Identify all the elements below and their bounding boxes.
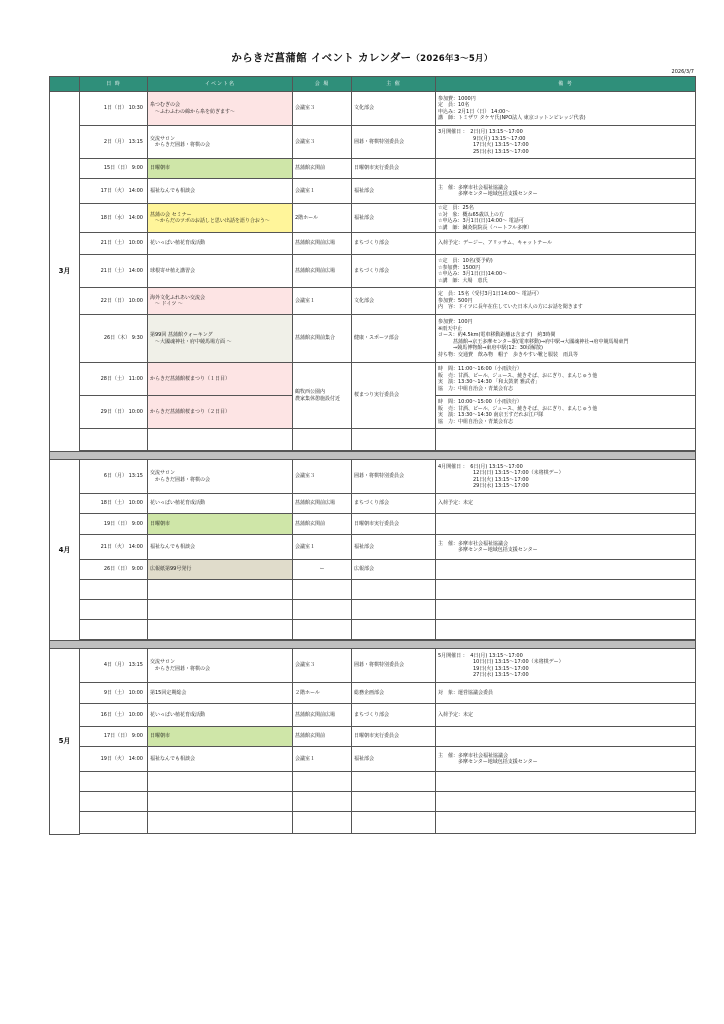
venue-cell: 菖蒲館玄関前広場 [293,494,352,514]
date-cell: 21日（土） 10:00 [80,233,148,255]
host-cell: まちづくり部会 [352,704,436,727]
empty-row [50,429,696,451]
empty-row [50,600,696,620]
host-cell: まちづくり部会 [352,494,436,514]
notes-cell: ☆定 員：10名(要予約) ☆参加費：1500円 ☆申込み：3月1日(日)14:00～ ☆講 師：大場 恵氏 [436,255,696,288]
month-label-april: 4月 [50,460,80,641]
venue-cell: 会議室３ [293,649,352,683]
venue-cell: 会議室１ [293,288,352,315]
host-cell: 囲碁・将棋特別委員会 [352,460,436,494]
notes-cell: 時 間：10:00～15:00（小雨決行） 販 売：甘酒、ビール、ジュース、焼きそば、おにぎり、まんじゅう他 実 演：13:30～14:30 南京玉すだれお江戸隊 協 力：中組自治会・青葉会有志 [436,396,696,429]
event-cell: 日曜朝市 [148,514,293,535]
table-row [50,560,696,580]
month-label-may: 5月 [50,649,80,835]
notes-cell: 4月開催日 ： 6日(月) 13:15～17:00 12日(日) 13:15～17:00（未将棋デー） 21日(火) 13:15～17:00 29日(水) 13:15～17:00 [436,460,696,494]
notes-cell [436,514,696,535]
host-cell: 日曜朝市実行委員会 [352,727,436,747]
table-row [50,747,696,772]
host-cell: 囲碁・将棋特別委員会 [352,649,436,683]
table-row [50,683,696,704]
table-row [50,315,696,363]
page-title [0,50,724,65]
venue-cell: 会議室１ [293,179,352,204]
notes-cell [436,560,696,580]
date-cell: 2日（月） 13:15 [80,126,148,159]
event-cell: 花いっぱい植花育成活動 [148,233,293,255]
event-cell: 福祉なんでも相談会 [148,179,293,204]
notes-cell [436,727,696,747]
header-row [50,77,696,92]
table-row [50,92,696,126]
venue-cell: 会議室１ [293,747,352,772]
notes-cell: 主 催：多摩市社会福祉協議会 多摩センター地域包括支援センター [436,535,696,560]
event-cell: 福祉なんでも相談会 [148,747,293,772]
date-cell: 9日（土） 10:00 [80,683,148,704]
table-row [50,460,696,494]
notes-cell: 入荷予定：デージー、アリッサム、キャットテール [436,233,696,255]
host-cell: 福祉部会 [352,179,436,204]
table-row [50,494,696,514]
date-cell: 1日（日） 10:30 [80,92,148,126]
date-cell: 15日（日） 9:00 [80,159,148,179]
venue-cell: 会議室３ [293,92,352,126]
table-row [50,204,696,233]
table-row [50,514,696,535]
date-cell: 18日（土） 10:00 [80,494,148,514]
notes-cell: 入荷予定：未定 [436,704,696,727]
event-cell: 糸つむぎの会 ～ふわふわの綿から糸を紡ぎます～ [148,92,293,126]
table-row [50,727,696,747]
date-cell: 19日（日） 9:00 [80,514,148,535]
festival-host-cell: 桜まつり実行委員会 [352,363,436,429]
venue-cell: 会議室３ [293,460,352,494]
empty-row [50,620,696,640]
host-cell: 総務企画部会 [352,683,436,704]
notes-cell: 参加費：100円 ※雨天中止 コース：約4.5km(電車移動距離は含まず) 約3時間 菖蒲館⇒京王多摩センター駅(電車移動)⇒府中駅⇒大國魂神社⇒府中競馬場東門 ⇒競馬博物館⇒東府中駅(12：30頃解散) 持ち物：交通費 飲み物 帽子 歩きやすい靴と服装 雨具等 [436,315,696,363]
date-cell: 19日（火） 14:00 [80,747,148,772]
table-row [50,255,696,288]
empty-row [50,580,696,600]
date-cell: 17日（日） 9:00 [80,727,148,747]
empty-row [50,792,696,812]
host-cell: 日曜朝市実行委員会 [352,514,436,535]
empty-row [50,772,696,792]
venue-cell: 会議室１ [293,535,352,560]
event-cell: 広報紙第99号発行 [148,560,293,580]
host-cell: 広報部会 [352,560,436,580]
event-cell: 第99回 菖蒲館ウォーキング ～大國魂神社・府中競馬場方面 ～ [148,315,293,363]
venue-cell: 菖蒲館玄関前 [293,514,352,535]
host-cell: 福祉部会 [352,535,436,560]
event-cell: 福祉なんでも相談会 [148,535,293,560]
venue-cell: 2階ホール [293,204,352,233]
host-cell: 文化部会 [352,288,436,315]
date-cell: 6日（月） 13:15 [80,460,148,494]
event-cell: からきだ菖蒲館桜まつり（２日目） [148,396,293,429]
event-cell: 日曜朝市 [148,159,293,179]
table-row [50,233,696,255]
event-cell: 海外文化ふれあい交流会 ～ ドイツ ～ [148,288,293,315]
event-cell: 交流サロン からきだ囲碁・将棋の会 [148,460,293,494]
notes-cell: 時 間：11:00～16:00（小雨決行） 販 売：甘酒、ビール、ジュース、焼きそば、おにぎり、まんじゅう他 実 演：13:30～14:30 「和太鼓衆 雅武者」 協 力：中組自治会・青葉会有志 [436,363,696,396]
notes-cell [436,159,696,179]
date-cell: 22日（日） 10:00 [80,288,148,315]
notes-cell: 入荷予定：未定 [436,494,696,514]
venue-cell: ２階ホール [293,683,352,704]
event-cell: 日曜朝市 [148,727,293,747]
issue-date: 2026/3/7 [671,69,694,75]
host-cell: 福祉部会 [352,204,436,233]
date-cell: 28日（土） 11:00 [80,363,148,396]
event-cell: 第15回定期総会 [148,683,293,704]
event-cell: 花いっぱい植花育成活動 [148,494,293,514]
date-cell: 16日（土） 10:00 [80,704,148,727]
event-cell: 球根寄せ植え講習会 [148,255,293,288]
date-cell: 17日（火） 14:00 [80,179,148,204]
table-row [50,649,696,683]
event-cell: 交流サロン からきだ囲碁・将棋の会 [148,126,293,159]
table-row [50,126,696,159]
venue-cell: 会議室３ [293,126,352,159]
date-cell: 26日（日） 9:00 [80,560,148,580]
host-cell: 健康・スポーツ部会 [352,315,436,363]
host-cell: 日曜朝市実行委員会 [352,159,436,179]
subtitle-text: （2026年3～5月） [411,54,493,64]
month-separator [50,452,696,460]
header-venue: 会 場 [293,77,352,92]
venue-cell: 菖蒲館玄関前広場 [293,255,352,288]
notes-cell: ☆定 員：25名 ☆対 象：概ね65歳以上の方 ☆申込み：3月1日(日)14:00～ 電話可 ☆講 師：鍼灸院院長（ハートフル多摩） [436,204,696,233]
venue-cell: ー [293,560,352,580]
table-row [50,363,696,396]
header-notes: 備 考 [436,77,696,92]
date-cell: 26日（木） 9:30 [80,315,148,363]
notes-cell: 3月開催日 ： 2日(月) 13:15～17:00 9日(月) 13:15～17:00 17日(火) 13:15～17:00 25日(水) 13:15～17:00 [436,126,696,159]
host-cell: まちづくり部会 [352,255,436,288]
venue-cell: 菖蒲館玄関前集合 [293,315,352,363]
host-cell: 囲碁・将棋特別委員会 [352,126,436,159]
event-cell: からきだ菖蒲館桜まつり（１日目） [148,363,293,396]
notes-cell: 主 催：多摩市社会福祉協議会 多摩センター地域包括支援センター [436,747,696,772]
month-label-march: 3月 [50,92,80,452]
header-host: 主 催 [352,77,436,92]
venue-cell: 菖蒲館玄関前 [293,727,352,747]
title-text: からきだ菖蒲館 イベント カレンダー [231,52,412,64]
month-separator [50,641,696,649]
event-cell: 交流サロン からきだ囲碁・将棋の会 [148,649,293,683]
table-row [50,288,696,315]
date-cell: 4日（月） 13:15 [80,649,148,683]
calendar-table [49,76,696,835]
table-row [50,704,696,727]
venue-cell: 菖蒲館玄関前広場 [293,704,352,727]
table-row [50,179,696,204]
table-row [50,535,696,560]
date-cell: 29日（日） 10:00 [80,396,148,429]
notes-cell: 5月開催日 ： 4日(月) 13:15～17:00 10日(日) 13:15～17:00（未将棋デー） 19日(火) 13:15～17:00 27日(水) 13:15～17:00 [436,649,696,683]
host-cell: 文化部会 [352,92,436,126]
empty-row [50,834,696,835]
header-event: イベント名 [148,77,293,92]
date-cell: 21日（土） 14:00 [80,255,148,288]
date-cell: 18日（水） 14:00 [80,204,148,233]
host-cell: 福祉部会 [352,747,436,772]
host-cell: まちづくり部会 [352,233,436,255]
notes-cell: 定 員：15名（受付3月1日14:00～ 電話可） 参加費：500円 内 容：ドイツに長年在住していた日本人の方にお話を聞きます [436,288,696,315]
date-cell: 21日（火） 14:00 [80,535,148,560]
header-datetime: 日 時 [80,77,148,92]
event-cell: 菖蒲の会 セミナー ～からだのツボのお話しと思い出話を語り合おう～ [148,204,293,233]
event-cell: 花いっぱい植花育成活動 [148,704,293,727]
festival-venue-cell: 鶴牧西公園内 農家集休憩施設付近 [293,363,352,429]
venue-cell: 菖蒲館玄関前広場 [293,233,352,255]
notes-cell: 対 象：運営協議会委員 [436,683,696,704]
venue-cell: 菖蒲館玄関前 [293,159,352,179]
notes-cell: 主 催：多摩市社会福祉協議会 多摩センター地域包括支援センター [436,179,696,204]
notes-cell: 参加費：1000円 定 員：10名 申込み：2月1日（日） 14:00～ 講 師：トミザワ タケヤ氏(NPO法人 東京コットンビレッジ代表) [436,92,696,126]
table-row [50,159,696,179]
empty-row [50,812,696,834]
